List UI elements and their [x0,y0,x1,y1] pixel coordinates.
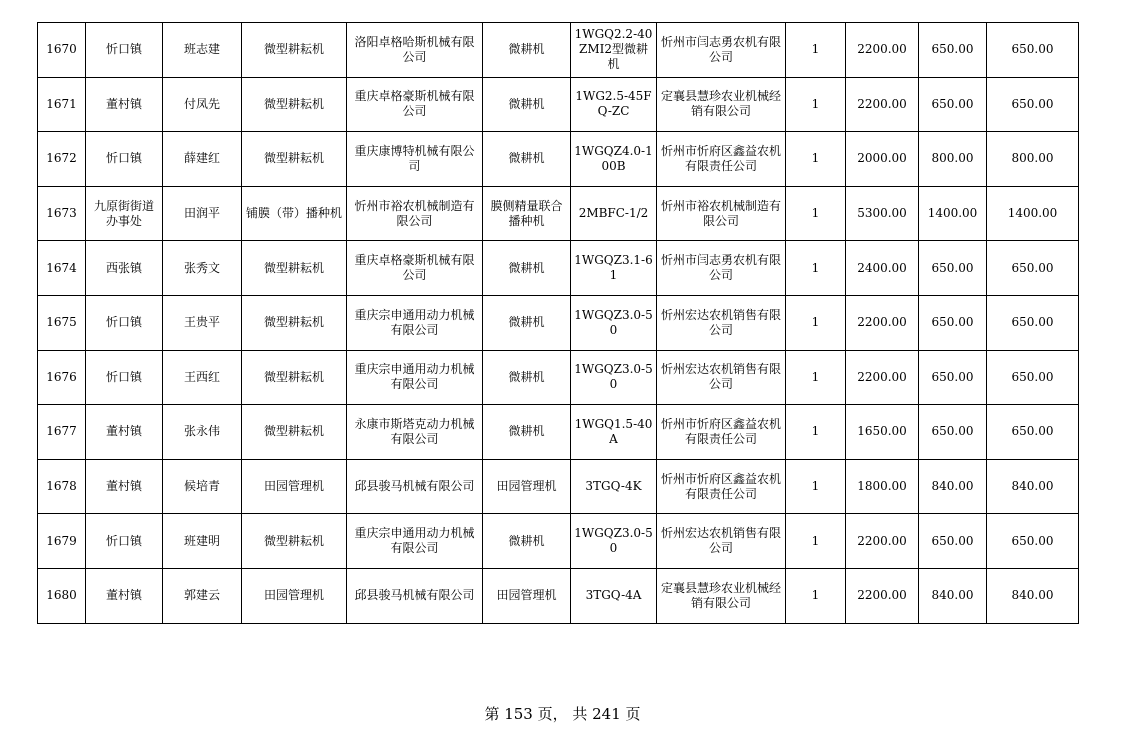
cell-dealer: 忻州市裕农机械制造有限公司 [657,186,786,241]
cell-total-subsidy: 800.00 [987,132,1079,187]
cell-row-number: 1678 [38,459,86,514]
cell-model: 3TGQ-4K [571,459,657,514]
cell-price: 5300.00 [846,186,919,241]
cell-dealer: 定襄县慧珍农业机械经销有限公司 [657,568,786,623]
cell-price: 2200.00 [846,514,919,569]
cell-subsidy: 840.00 [919,568,987,623]
cell-dealer: 忻州宏达农机销售有限公司 [657,514,786,569]
cell-subsidy: 800.00 [919,132,987,187]
cell-machine-name: 微耕机 [483,295,571,350]
cell-model: 3TGQ-4A [571,568,657,623]
cell-dealer: 忻州市忻府区鑫益农机有限责任公司 [657,405,786,460]
cell-dealer: 忻州市忻府区鑫益农机有限责任公司 [657,459,786,514]
cell-machine-name: 微耕机 [483,23,571,78]
cell-total-subsidy: 650.00 [987,514,1079,569]
cell-manufacturer: 永康市斯塔克动力机械有限公司 [347,405,483,460]
cell-subsidy: 650.00 [919,23,987,78]
cell-total-subsidy: 1400.00 [987,186,1079,241]
cell-town: 忻口镇 [86,350,163,405]
cell-town: 忻口镇 [86,23,163,78]
cell-total-subsidy: 650.00 [987,241,1079,296]
cell-row-number: 1673 [38,186,86,241]
cell-model: 1WGQZ3.0-50 [571,350,657,405]
table-row [38,132,1079,187]
cell-dealer: 忻州宏达农机销售有限公司 [657,350,786,405]
cell-model: 1WGQ2.2-40ZMI2型微耕机 [571,23,657,78]
cell-quantity: 1 [786,514,846,569]
cell-model: 1WGQZ3.1-61 [571,241,657,296]
cell-machine-category: 微型耕耘机 [242,241,347,296]
cell-name: 田润平 [163,186,242,241]
cell-manufacturer: 重庆卓格豪斯机械有限公司 [347,77,483,132]
cell-quantity: 1 [786,568,846,623]
cell-machine-name: 微耕机 [483,241,571,296]
cell-machine-category: 微型耕耘机 [242,132,347,187]
cell-name: 郭建云 [163,568,242,623]
cell-subsidy: 650.00 [919,241,987,296]
cell-machine-name: 微耕机 [483,514,571,569]
cell-total-subsidy: 840.00 [987,459,1079,514]
cell-machine-category: 田园管理机 [242,459,347,514]
cell-dealer: 忻州宏达农机销售有限公司 [657,295,786,350]
cell-subsidy: 1400.00 [919,186,987,241]
cell-model: 1WG2.5-45FQ-ZC [571,77,657,132]
cell-machine-name: 田园管理机 [483,568,571,623]
cell-row-number: 1672 [38,132,86,187]
table-row [38,23,1079,78]
cell-quantity: 1 [786,405,846,460]
cell-manufacturer: 重庆宗申通用动力机械有限公司 [347,295,483,350]
cell-model: 1WGQZ4.0-100B [571,132,657,187]
table-row [38,568,1079,623]
table-row [38,241,1079,296]
cell-price: 2200.00 [846,295,919,350]
cell-subsidy: 650.00 [919,514,987,569]
cell-machine-category: 微型耕耘机 [242,77,347,132]
cell-quantity: 1 [786,459,846,514]
cell-model: 1WGQ1.5-40A [571,405,657,460]
cell-subsidy: 650.00 [919,350,987,405]
cell-machine-category: 微型耕耘机 [242,350,347,405]
cell-town: 董村镇 [86,459,163,514]
cell-row-number: 1670 [38,23,86,78]
table-row [38,405,1079,460]
cell-price: 2200.00 [846,23,919,78]
cell-dealer: 忻州市闫志勇农机有限公司 [657,23,786,78]
cell-total-subsidy: 650.00 [987,405,1079,460]
cell-price: 1800.00 [846,459,919,514]
cell-machine-name: 田园管理机 [483,459,571,514]
table-row [38,350,1079,405]
cell-dealer: 忻州市忻府区鑫益农机有限责任公司 [657,132,786,187]
cell-manufacturer: 邱县骏马机械有限公司 [347,459,483,514]
cell-total-subsidy: 650.00 [987,23,1079,78]
table-row [38,295,1079,350]
cell-row-number: 1671 [38,77,86,132]
cell-model: 2MBFC-1/2 [571,186,657,241]
cell-quantity: 1 [786,132,846,187]
cell-price: 2200.00 [846,350,919,405]
cell-machine-category: 铺膜（带）播种机 [242,186,347,241]
cell-quantity: 1 [786,350,846,405]
cell-total-subsidy: 650.00 [987,350,1079,405]
cell-price: 2200.00 [846,77,919,132]
cell-name: 张永伟 [163,405,242,460]
cell-town: 九原街街道办事处 [86,186,163,241]
cell-dealer: 定襄县慧珍农业机械经销有限公司 [657,77,786,132]
cell-town: 忻口镇 [86,132,163,187]
cell-price: 2000.00 [846,132,919,187]
cell-machine-category: 微型耕耘机 [242,295,347,350]
cell-manufacturer: 重庆康博特机械有限公司 [347,132,483,187]
cell-price: 2400.00 [846,241,919,296]
cell-machine-category: 田园管理机 [242,568,347,623]
cell-town: 董村镇 [86,77,163,132]
table-row [38,514,1079,569]
cell-machine-category: 微型耕耘机 [242,23,347,78]
cell-row-number: 1679 [38,514,86,569]
cell-row-number: 1674 [38,241,86,296]
cell-name: 张秀文 [163,241,242,296]
cell-row-number: 1677 [38,405,86,460]
cell-manufacturer: 邱县骏马机械有限公司 [347,568,483,623]
cell-subsidy: 840.00 [919,459,987,514]
cell-quantity: 1 [786,241,846,296]
cell-quantity: 1 [786,77,846,132]
cell-name: 王贵平 [163,295,242,350]
cell-subsidy: 650.00 [919,405,987,460]
cell-name: 班志建 [163,23,242,78]
cell-town: 西张镇 [86,241,163,296]
cell-machine-name: 微耕机 [483,77,571,132]
cell-model: 1WGQZ3.0-50 [571,514,657,569]
cell-name: 班建明 [163,514,242,569]
cell-town: 忻口镇 [86,295,163,350]
cell-quantity: 1 [786,186,846,241]
table-row [38,459,1079,514]
cell-machine-name: 微耕机 [483,350,571,405]
cell-town: 董村镇 [86,568,163,623]
cell-manufacturer: 忻州市裕农机械制造有限公司 [347,186,483,241]
subsidy-table [37,22,1079,624]
cell-machine-name: 微耕机 [483,132,571,187]
cell-manufacturer: 重庆卓格豪斯机械有限公司 [347,241,483,296]
cell-quantity: 1 [786,23,846,78]
cell-row-number: 1676 [38,350,86,405]
cell-name: 薛建红 [163,132,242,187]
cell-manufacturer: 重庆宗申通用动力机械有限公司 [347,350,483,405]
cell-town: 董村镇 [86,405,163,460]
cell-subsidy: 650.00 [919,295,987,350]
cell-manufacturer: 重庆宗申通用动力机械有限公司 [347,514,483,569]
cell-quantity: 1 [786,295,846,350]
table-row [38,77,1079,132]
table-row [38,186,1079,241]
cell-row-number: 1680 [38,568,86,623]
cell-total-subsidy: 650.00 [987,77,1079,132]
cell-model: 1WGQZ3.0-50 [571,295,657,350]
cell-machine-category: 微型耕耘机 [242,514,347,569]
cell-machine-name: 微耕机 [483,405,571,460]
cell-machine-name: 膜侧精量联合播种机 [483,186,571,241]
cell-machine-category: 微型耕耘机 [242,405,347,460]
page-footer: 第 153 页， 共 241 页 [484,705,641,723]
cell-manufacturer: 洛阳卓格哈斯机械有限公司 [347,23,483,78]
cell-total-subsidy: 840.00 [987,568,1079,623]
cell-row-number: 1675 [38,295,86,350]
cell-name: 王西红 [163,350,242,405]
cell-total-subsidy: 650.00 [987,295,1079,350]
cell-price: 2200.00 [846,568,919,623]
cell-name: 付凤先 [163,77,242,132]
cell-name: 候培青 [163,459,242,514]
cell-price: 1650.00 [846,405,919,460]
cell-subsidy: 650.00 [919,77,987,132]
cell-dealer: 忻州市闫志勇农机有限公司 [657,241,786,296]
cell-town: 忻口镇 [86,514,163,569]
